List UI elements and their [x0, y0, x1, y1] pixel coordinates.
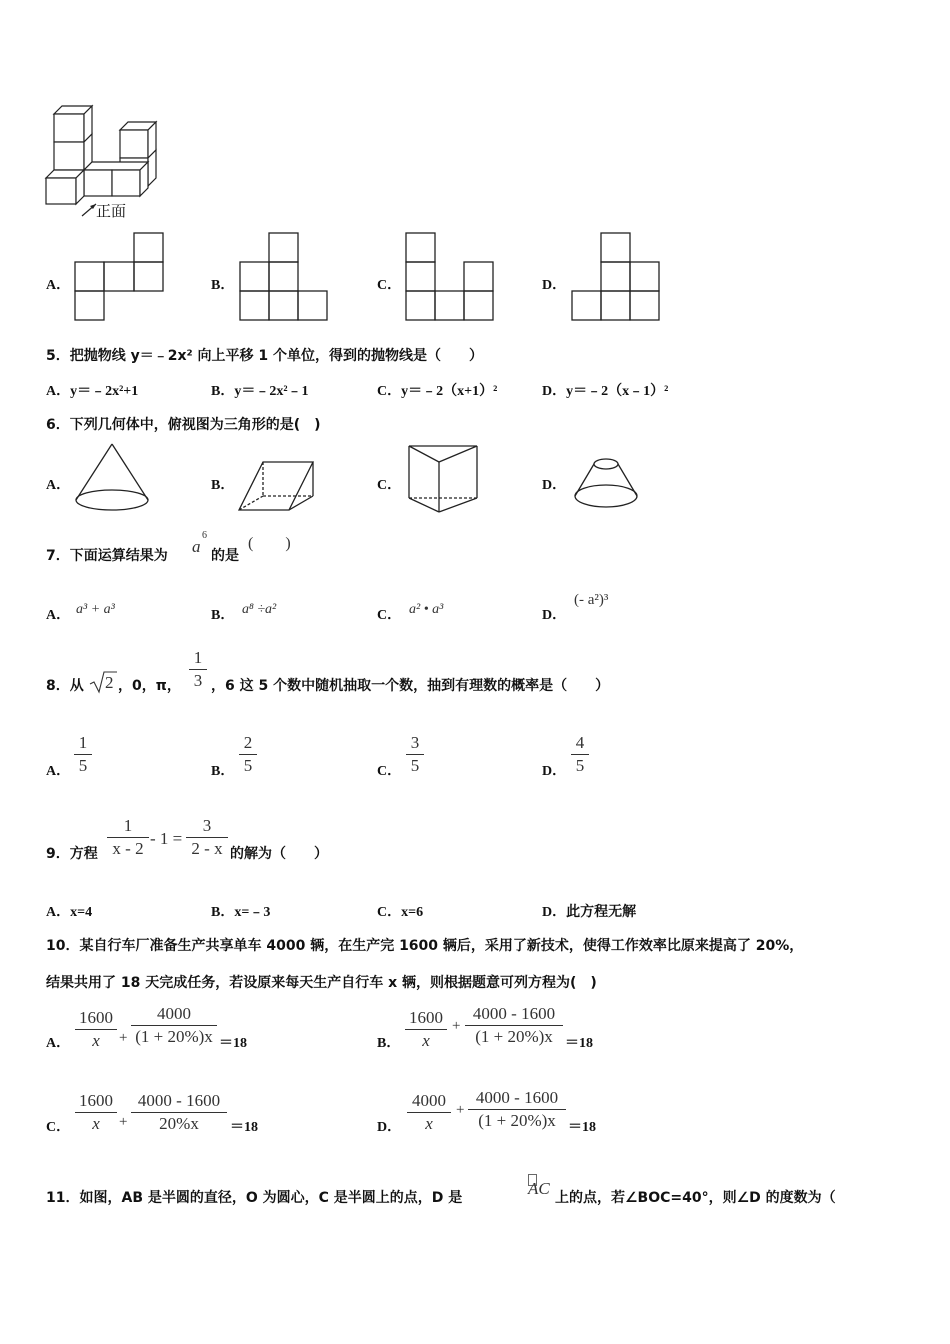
q11-pre: 11．如图，AB 是半圆的直径，O 为圆心，C 是半圆上的点，D 是 [46, 1190, 463, 1206]
q8-fraction: 1 3 [189, 648, 207, 691]
q10-b-plus: + [452, 1018, 461, 1034]
frustum-icon[interactable] [572, 456, 642, 514]
q4-option-d-figure[interactable] [570, 232, 662, 322]
q5-option-b[interactable]: B．y＝﹣2x²﹣1 [211, 384, 309, 399]
q10-line2: 结果共用了 18 天完成任务，若设原来每天生产自行车 x 辆，则根据题意可列方程为( ) [46, 975, 597, 991]
q10-a-eq: ＝18 [219, 1036, 247, 1051]
q7-stem-post: 的是 [211, 548, 239, 564]
q5-option-c[interactable]: C．y＝﹣2（x+1）² [377, 384, 498, 399]
q8-option-b-label: B． [211, 764, 235, 779]
q6-option-c-label: C． [377, 478, 402, 493]
q8-option-a-fraction[interactable]: 1 5 [74, 733, 92, 776]
q4-option-b-label: B． [211, 278, 235, 293]
q4-option-c-label: C． [377, 278, 402, 293]
q7-option-c-expr[interactable]: a² • a³ [409, 602, 444, 617]
q8-option-b-fraction[interactable]: 2 5 [239, 733, 257, 776]
q8-option-d-label: D． [542, 764, 567, 779]
q10-b-eq: ＝18 [565, 1036, 593, 1051]
q9-option-c[interactable]: C．x=6 [377, 905, 424, 920]
upright-prism-icon[interactable] [405, 444, 485, 514]
q10-a-frac2[interactable]: 4000 (1 + 20%)x [131, 1004, 217, 1047]
q8-option-c-label: C． [377, 764, 402, 779]
q6-option-a-label: A． [46, 478, 71, 493]
q10-line1: 10．某自行车厂准备生产共享单车 4000 辆，在生产完 1600 辆后，采用了新技术，使得工作效率比原来提高了 20%， [46, 938, 804, 954]
q8-option-a-label: A． [46, 764, 71, 779]
q7-option-d-label: D． [542, 608, 567, 623]
q10-a-plus: + [119, 1030, 128, 1046]
q9-pre: 9．方程 [46, 846, 98, 862]
q10-d-plus: + [456, 1102, 465, 1118]
q10-c-frac2[interactable]: 4000 - 1600 20%x [131, 1091, 227, 1134]
q10-c-frac1[interactable]: 1600 x [75, 1091, 117, 1134]
q10-d-frac1[interactable]: 4000 x [407, 1091, 451, 1134]
q11-post: 上的点，若∠BOC=40°，则∠D 的度数为（ [555, 1190, 836, 1206]
q7-option-d-expr[interactable]: (- a²)³ [574, 592, 609, 608]
q9-option-b[interactable]: B．x=﹣3 [211, 905, 271, 920]
q5-option-a[interactable]: A．y＝﹣2x²+1 [46, 384, 139, 399]
q8-sqrt-radicand: 2 [105, 673, 114, 692]
q8-pre: 8．从 [46, 678, 84, 694]
q7-option-b-expr[interactable]: a⁸ ÷a² [242, 602, 277, 617]
q10-d-frac2[interactable]: 4000 - 1600 (1 + 20%)x [468, 1088, 566, 1131]
q5-stem: 5．把抛物线 y＝﹣2x² 向上平移 1 个单位，得到的抛物线是（ ） [46, 348, 484, 364]
q11-arc-label: AC [528, 1179, 550, 1198]
q9-fraction-left: 1 x - 2 [107, 816, 149, 859]
q7-stem-pre: 7．下面运算结果为 [46, 548, 168, 564]
q4-option-d-label: D． [542, 278, 567, 293]
q6-option-d-label: D． [542, 478, 567, 493]
q10-d-eq: ＝18 [568, 1120, 596, 1135]
q4-option-b-figure[interactable] [239, 232, 331, 322]
q7-option-b-label: B． [211, 608, 235, 623]
q7-paren: ( ) [248, 535, 291, 552]
q10-option-c-label: C． [46, 1120, 71, 1135]
q7-option-a-expr[interactable]: a³ + a³ [76, 602, 115, 617]
q5-option-d[interactable]: D．y＝﹣2（x﹣1）² [542, 384, 669, 399]
q10-b-frac1[interactable]: 1600 x [405, 1008, 447, 1051]
q9-post: 的解为（ ） [230, 846, 328, 862]
q7-option-a-label: A． [46, 608, 71, 623]
q6-option-b-label: B． [211, 478, 235, 493]
triangular-prism-icon[interactable] [237, 458, 322, 513]
q10-a-frac1[interactable]: 1600 x [75, 1008, 117, 1051]
q9-option-d[interactable]: D．此方程无解 [542, 905, 637, 920]
q4-option-c-figure[interactable] [405, 232, 497, 322]
q9-fraction-right: 3 2 - x [186, 816, 228, 859]
q7-stem-a: a [192, 537, 201, 556]
q8-option-c-fraction[interactable]: 3 5 [406, 733, 424, 776]
q10-option-b-label: B． [377, 1036, 401, 1051]
q8-option-d-fraction[interactable]: 4 5 [571, 733, 589, 776]
q7-option-c-label: C． [377, 608, 402, 623]
q10-option-d-label: D． [377, 1120, 402, 1135]
q8-mid: ，0，π， [118, 678, 181, 694]
q7-stem-exp: 6 [202, 530, 207, 541]
q10-b-frac2[interactable]: 4000 - 1600 (1 + 20%)x [465, 1004, 563, 1047]
q9-mid: - 1 = [150, 829, 183, 848]
q10-c-plus: + [119, 1114, 128, 1130]
q10-c-eq: ＝18 [230, 1120, 258, 1135]
q4-option-a-figure[interactable] [74, 232, 166, 322]
q10-option-a-label: A． [46, 1036, 71, 1051]
q6-stem: 6．下列几何体中，俯视图为三角形的是( ) [46, 417, 321, 433]
q4-option-a-label: A． [46, 278, 71, 293]
cone-icon[interactable] [72, 442, 152, 514]
q9-option-a[interactable]: A．x=4 [46, 905, 93, 920]
q8-post: ，6 这 5 个数中随机抽取一个数，抽到有理数的概率是（ ） [211, 678, 610, 694]
arc-mark-icon [528, 1174, 538, 1186]
front-label: 正面 [96, 202, 127, 220]
